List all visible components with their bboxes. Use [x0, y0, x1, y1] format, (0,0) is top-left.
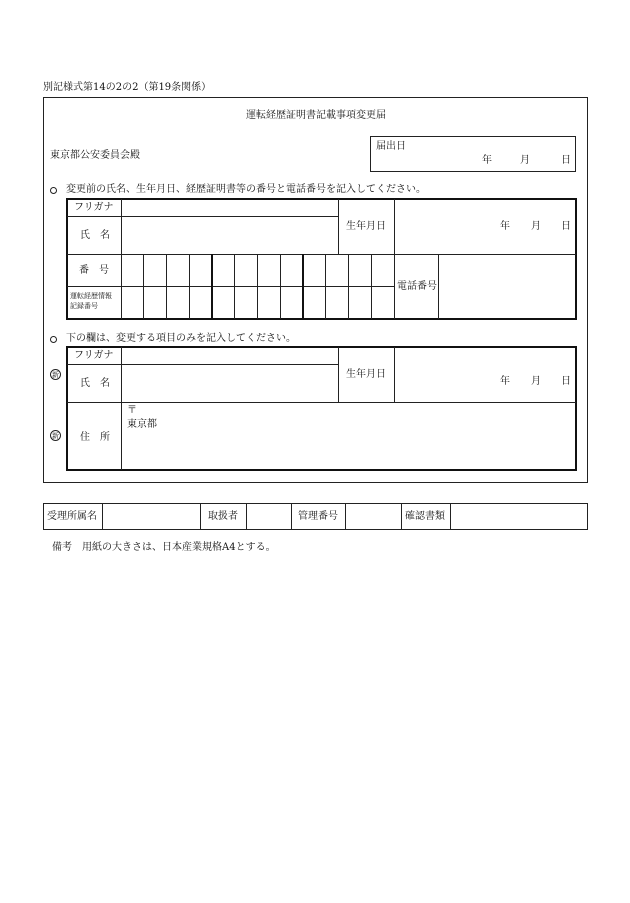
old-birthdate-field[interactable]: [396, 200, 575, 253]
submission-year-label: 年: [482, 155, 492, 166]
new-mark-icon: 新: [52, 432, 59, 440]
form-title: 運転経歴証明書記載事項変更届: [246, 110, 386, 121]
bullet-circle-icon: [50, 187, 57, 194]
submission-date-label: 届出日: [376, 141, 406, 152]
remarks-note: 備考 用紙の大きさは、日本産業規格A4とする。: [52, 542, 276, 553]
address-label: 住 所: [80, 432, 110, 443]
new-birthdate-field[interactable]: [396, 348, 575, 401]
receiving-office-label: 受理所属名: [47, 511, 97, 522]
handler-field[interactable]: [248, 505, 290, 528]
new-birth-month-label: 月: [531, 376, 541, 387]
phone-field[interactable]: [440, 255, 575, 318]
certificate-number-field[interactable]: [122, 255, 393, 285]
new-name-field[interactable]: [122, 366, 337, 401]
record-label-line2: 記録番号: [70, 302, 98, 310]
furigana-label: フリガナ: [74, 202, 114, 213]
new-name-label: 氏 名: [80, 378, 110, 389]
birthdate-label: 生年月日: [346, 221, 386, 232]
new-mark-icon: 新: [52, 371, 59, 379]
verification-docs-field[interactable]: [452, 505, 587, 528]
name-label: 氏 名: [80, 230, 110, 241]
address-value: 東京都: [127, 419, 157, 430]
submission-month-label: 月: [520, 155, 530, 166]
management-number-field[interactable]: [347, 505, 400, 528]
section2-instruction: 下の欄は、変更する項目のみを記入してください。: [66, 333, 296, 344]
form-reference: 別記様式第14の2の2（第19条関係）: [43, 82, 212, 93]
phone-label: 電話番号: [397, 281, 437, 292]
birth-month-label: 月: [531, 221, 541, 232]
submission-day-label: 日: [561, 155, 571, 166]
record-number-field[interactable]: [122, 287, 393, 318]
section1-instruction: 変更前の氏名、生年月日、経歴証明書等の番号と電話番号を記入してください。: [66, 184, 426, 195]
handler-label: 取扱者: [208, 511, 238, 522]
new-furigana-field[interactable]: [122, 348, 337, 363]
recipient: 東京都公安委員会殿: [50, 150, 140, 161]
new-birthdate-label: 生年月日: [346, 369, 386, 380]
management-number-label: 管理番号: [298, 511, 338, 522]
receiving-office-field[interactable]: [104, 505, 199, 528]
birth-day-label: 日: [561, 221, 571, 232]
old-furigana-field[interactable]: [122, 200, 337, 215]
verification-docs-label: 確認書類: [405, 511, 445, 522]
new-birth-year-label: 年: [500, 376, 510, 387]
number-label: 番 号: [79, 265, 109, 276]
old-name-field[interactable]: [122, 218, 337, 253]
new-furigana-label: フリガナ: [74, 350, 114, 361]
record-label-line1: 運転経歴情報: [70, 292, 112, 300]
address-field[interactable]: [122, 404, 575, 469]
birth-year-label: 年: [500, 221, 510, 232]
postal-mark: 〒: [127, 405, 137, 416]
bullet-circle-icon: [50, 336, 57, 343]
new-birth-day-label: 日: [561, 376, 571, 387]
